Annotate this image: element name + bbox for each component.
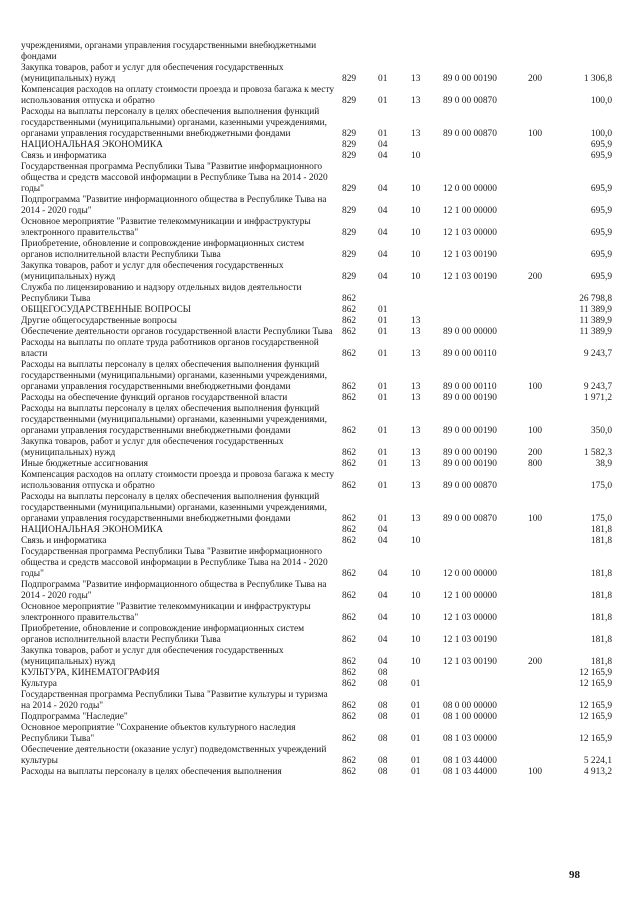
row-expense-type (528, 679, 562, 690)
row-section: 04 (378, 206, 388, 216)
row-expense-type: 100 (528, 382, 543, 392)
row-grbs: 829 (342, 129, 357, 139)
row-amount: 695,9 (590, 272, 612, 282)
row-name: Служба по лицензированию и надзору отдельных видов деятельности Республики Тыва (21, 283, 302, 304)
row-amount: 1 971,2 (583, 393, 612, 403)
row-target-article: 89 0 00 00870 (443, 514, 497, 524)
row-expense-type (528, 393, 562, 404)
table-row (21, 63, 612, 85)
row-grbs: 862 (342, 382, 357, 392)
row-amount: 175,0 (590, 514, 612, 524)
row-expense-type (528, 316, 562, 327)
row-amount: 11 389,9 (579, 305, 612, 315)
row-section (378, 41, 411, 63)
row-amount: 100,0 (590, 96, 612, 106)
row-subsection: 10 (411, 657, 421, 667)
row-grbs: 862 (342, 294, 357, 304)
row-subsection: 01 (411, 734, 421, 744)
row-name: Основное мероприятие "Развитие телекоммуникации и инфраструктуры электронного правительства" (21, 217, 311, 238)
row-amount: 181,8 (590, 657, 612, 667)
row-expense-type (528, 338, 562, 360)
row-grbs: 862 (342, 767, 357, 777)
row-grbs: 862 (342, 657, 357, 667)
row-section: 01 (378, 459, 388, 469)
row-subsection (411, 525, 443, 536)
row-name: НАЦИОНАЛЬНАЯ ЭКОНОМИКА (21, 140, 163, 150)
table-row (21, 437, 612, 459)
row-grbs: 862 (342, 459, 357, 469)
row-name: Компенсация расходов на оплату стоимости проезда и провоза багажа к месту использования отпуска и обратно (21, 85, 335, 106)
row-grbs: 862 (342, 305, 357, 315)
row-expense-type (528, 217, 562, 239)
row-amount: 1 582,3 (583, 448, 612, 458)
row-subsection: 01 (411, 701, 421, 711)
row-amount: 38,9 (595, 459, 612, 469)
table-row (21, 305, 612, 316)
row-amount: 11 389,9 (579, 316, 612, 326)
row-name: Приобретение, обновление и сопровождение информационных систем органов исполнительной власти Республики Тыва (21, 239, 305, 260)
table-row (21, 283, 612, 305)
row-expense-type: 100 (528, 767, 543, 777)
row-expense-type (528, 305, 562, 316)
row-expense-type: 800 (528, 459, 543, 469)
table-row (21, 745, 612, 767)
row-name: Основное мероприятие "Сохранение объектов культурного наследия Республики Тыва" (21, 723, 296, 744)
row-target-article: 08 1 00 00000 (443, 712, 497, 722)
row-grbs: 829 (342, 140, 357, 150)
row-subsection: 10 (411, 151, 421, 161)
row-expense-type (528, 239, 562, 261)
table-row (21, 646, 612, 668)
row-section: 01 (378, 316, 388, 326)
row-target-article (443, 305, 528, 316)
row-name: КУЛЬТУРА, КИНЕМАТОГРАФИЯ (21, 668, 160, 678)
row-amount: 12 165,9 (579, 734, 612, 744)
row-name: Расходы на выплаты персоналу в целях обеспечения выполнения (21, 767, 282, 777)
row-subsection: 01 (411, 712, 421, 722)
row-name: Обеспечение деятельности (оказание услуг) подведомственных учреждений культуры (21, 745, 327, 766)
row-grbs: 862 (342, 701, 357, 711)
row-name: Обеспечение деятельности органов государственной власти Республики Тыва (21, 327, 333, 337)
row-target-article: 89 0 00 00190 (443, 448, 497, 458)
row-expense-type (528, 151, 562, 162)
row-name: Основное мероприятие "Развитие телекоммуникации и инфраструктуры электронного правительства" (21, 602, 311, 623)
row-name: Компенсация расходов на оплату стоимости проезда и провоза багажа к месту использования отпуска и обратно (21, 470, 335, 491)
row-amount: 350,0 (590, 426, 612, 436)
row-target-article: 89 0 00 00190 (443, 393, 497, 403)
table-row (21, 602, 612, 624)
row-amount: 181,8 (590, 591, 612, 601)
row-amount: 695,9 (590, 228, 612, 238)
row-expense-type (528, 547, 562, 580)
row-section: 01 (378, 514, 388, 524)
row-grbs: 862 (342, 426, 357, 436)
row-subsection: 13 (411, 481, 421, 491)
row-grbs: 829 (342, 250, 357, 260)
table-row (21, 723, 612, 745)
row-expense-type (528, 723, 562, 745)
row-subsection (411, 668, 443, 679)
row-target-article (443, 151, 528, 162)
table-row (21, 767, 612, 778)
row-grbs: 862 (342, 635, 357, 645)
row-target-article (443, 140, 528, 151)
row-name: Другие общегосударственные вопросы (21, 316, 177, 326)
row-amount: 100,0 (590, 129, 612, 139)
row-subsection: 10 (411, 569, 421, 579)
row-name: Государственная программа Республики Тыва "Развитие культуры и туризма на 2014 - 2020 годы" (21, 690, 328, 711)
row-expense-type (528, 536, 562, 547)
row-section: 08 (378, 734, 388, 744)
table-row (21, 107, 612, 140)
row-subsection: 10 (411, 206, 421, 216)
row-grbs: 829 (342, 96, 357, 106)
row-amount: 1 306,8 (583, 74, 612, 84)
row-target-article: 89 0 00 00190 (443, 74, 497, 84)
row-grbs: 862 (342, 536, 357, 546)
row-target-article (443, 525, 528, 536)
row-subsection: 13 (411, 316, 421, 326)
row-name: Государственная программа Республики Тыва "Развитие информационного общества и средств массовой информации в Республике Тыва на 2014 - 2020 годы" (21, 547, 328, 579)
row-expense-type (528, 602, 562, 624)
row-expense-type: 200 (528, 272, 543, 282)
row-name: Расходы на выплаты персоналу в целях обеспечения выполнения функций государственными (муниципальными) органами, казенными учреждениями, органами управления государственными внебюджетными фондами (21, 360, 328, 392)
row-subsection: 13 (411, 459, 421, 469)
row-target-article (443, 283, 528, 305)
page-number: 98 (569, 869, 580, 881)
table-row (21, 470, 612, 492)
row-target-article: 89 0 00 00000 (443, 327, 497, 337)
row-amount: 695,9 (590, 184, 612, 194)
row-name: Иные бюджетные ассигнования (21, 459, 148, 469)
row-section: 01 (378, 382, 388, 392)
table-row (21, 690, 612, 712)
table-row (21, 327, 612, 338)
row-target-article: 89 0 00 00870 (443, 481, 497, 491)
row-subsection: 10 (411, 228, 421, 238)
row-expense-type: 200 (528, 657, 543, 667)
row-grbs: 862 (342, 569, 357, 579)
row-grbs: 862 (342, 613, 357, 623)
row-subsection: 01 (411, 756, 421, 766)
row-target-article: 89 0 00 00190 (443, 459, 497, 469)
row-target-article: 08 1 03 00000 (443, 734, 497, 744)
row-grbs (342, 41, 378, 63)
row-subsection (411, 283, 443, 305)
row-grbs: 829 (342, 272, 357, 282)
row-target-article: 12 1 03 00190 (443, 657, 497, 667)
row-grbs: 829 (342, 206, 357, 216)
budget-table-body (21, 41, 612, 778)
row-section: 04 (378, 525, 388, 535)
row-target-article: 12 1 03 00190 (443, 250, 497, 260)
row-amount: 12 165,9 (579, 679, 612, 689)
row-target-article (443, 316, 528, 327)
row-section: 04 (378, 591, 388, 601)
row-expense-type (528, 327, 562, 338)
row-name: Приобретение, обновление и сопровождение информационных систем органов исполнительной власти Республики Тыва (21, 624, 305, 645)
row-name: Закупка товаров, работ и услуг для обеспечения государственных (муниципальных) нужд (21, 63, 284, 84)
row-section: 04 (378, 151, 388, 161)
row-subsection: 13 (411, 327, 421, 337)
row-expense-type: 200 (528, 448, 543, 458)
row-amount: 9 243,7 (583, 349, 612, 359)
row-target-article: 89 0 00 00110 (443, 382, 497, 392)
row-name: Расходы на обеспечение функций органов государственной власти (21, 393, 288, 403)
table-row (21, 162, 612, 195)
row-expense-type (528, 283, 562, 305)
row-section: 04 (378, 140, 388, 150)
row-target-article: 08 0 00 00000 (443, 701, 497, 711)
row-expense-type: 200 (528, 74, 543, 84)
row-amount: 695,9 (590, 140, 612, 150)
table-row (21, 217, 612, 239)
row-subsection: 13 (411, 382, 421, 392)
table-row (21, 393, 612, 404)
row-amount: 181,8 (590, 525, 612, 535)
row-subsection (411, 41, 443, 63)
row-grbs: 862 (342, 734, 357, 744)
row-target-article: 12 1 03 00000 (443, 228, 497, 238)
row-amount (562, 41, 612, 63)
row-section: 04 (378, 657, 388, 667)
row-section (378, 283, 411, 305)
row-section: 04 (378, 272, 388, 282)
row-section: 01 (378, 74, 388, 84)
row-name: Расходы на выплаты персоналу в целях обеспечения выполнения функций государственными (муниципальными) органами, казенными учреждениями, органами управления государственными внебюджетными фондами (21, 107, 328, 139)
row-subsection: 13 (411, 426, 421, 436)
row-amount: 181,8 (590, 536, 612, 546)
row-expense-type (528, 470, 562, 492)
row-section: 04 (378, 613, 388, 623)
row-name: ОБЩЕГОСУДАРСТВЕННЫЕ ВОПРОСЫ (21, 305, 191, 315)
row-grbs: 829 (342, 184, 357, 194)
row-subsection: 10 (411, 635, 421, 645)
table-row (21, 151, 612, 162)
row-target-article: 89 0 00 00190 (443, 426, 497, 436)
row-expense-type (528, 712, 562, 723)
row-expense-type (528, 580, 562, 602)
row-amount: 26 798,8 (579, 294, 612, 304)
row-expense-type (528, 195, 562, 217)
row-target-article: 12 1 03 00000 (443, 613, 497, 623)
row-section: 04 (378, 228, 388, 238)
row-expense-type: 100 (528, 426, 543, 436)
row-amount: 9 243,7 (583, 382, 612, 392)
row-name: Подпрограмма "Развитие информационного общества в Республике Тыва на 2014 - 2020 годы" (21, 580, 327, 601)
row-target-article: 12 0 00 00000 (443, 569, 497, 579)
row-subsection: 13 (411, 96, 421, 106)
table-row (21, 525, 612, 536)
row-expense-type (528, 162, 562, 195)
row-target-article (443, 668, 528, 679)
row-expense-type (528, 745, 562, 767)
row-section: 08 (378, 756, 388, 766)
row-grbs: 862 (342, 393, 357, 403)
table-row (21, 239, 612, 261)
row-section: 04 (378, 536, 388, 546)
row-grbs: 862 (342, 525, 357, 535)
row-section: 01 (378, 305, 388, 315)
row-target-article: 12 1 03 00190 (443, 635, 497, 645)
table-row (21, 85, 612, 107)
row-grbs: 862 (342, 349, 357, 359)
row-subsection: 13 (411, 129, 421, 139)
row-target-article: 89 0 00 00870 (443, 129, 497, 139)
row-section: 04 (378, 635, 388, 645)
row-expense-type (528, 525, 562, 536)
row-amount: 12 165,9 (579, 668, 612, 678)
table-row (21, 41, 612, 63)
table-row (21, 261, 612, 283)
row-amount: 12 165,9 (579, 701, 612, 711)
table-row (21, 668, 612, 679)
row-subsection: 10 (411, 591, 421, 601)
row-section: 01 (378, 426, 388, 436)
row-grbs: 862 (342, 514, 357, 524)
row-name: Расходы на выплаты персоналу в целях обеспечения выполнения функций государственными (муниципальными) органами, казенными учреждениями, органами управления государственными внебюджетными фондами (21, 492, 328, 524)
row-subsection: 10 (411, 184, 421, 194)
row-subsection (411, 140, 443, 151)
row-name: Закупка товаров, работ и услуг для обеспечения государственных (муниципальных) нужд (21, 646, 284, 667)
row-amount: 12 165,9 (579, 712, 612, 722)
row-target-article: 89 0 00 00870 (443, 96, 497, 106)
table-row (21, 140, 612, 151)
row-grbs: 862 (342, 448, 357, 458)
row-amount: 181,8 (590, 569, 612, 579)
row-section: 01 (378, 129, 388, 139)
row-name: Подпрограмма "Наследие" (21, 712, 128, 722)
row-section: 08 (378, 668, 388, 678)
row-section: 01 (378, 393, 388, 403)
row-name: учреждениями, органами управления государственными внебюджетными фондами (21, 41, 317, 62)
row-section: 08 (378, 712, 388, 722)
row-target-article (443, 41, 528, 63)
table-row (21, 547, 612, 580)
row-grbs: 862 (342, 756, 357, 766)
row-name: Культура (21, 679, 57, 689)
row-section: 01 (378, 349, 388, 359)
row-target-article: 12 1 03 00190 (443, 272, 497, 282)
row-amount: 695,9 (590, 250, 612, 260)
row-target-article: 08 1 03 44000 (443, 756, 497, 766)
row-grbs: 862 (342, 327, 357, 337)
row-grbs: 862 (342, 668, 357, 678)
row-target-article: 89 0 00 00110 (443, 349, 497, 359)
row-section: 04 (378, 569, 388, 579)
row-subsection: 10 (411, 536, 421, 546)
table-row (21, 679, 612, 690)
row-target-article: 08 1 03 44000 (443, 767, 497, 777)
row-section: 01 (378, 327, 388, 337)
row-expense-type (528, 140, 562, 151)
row-section: 08 (378, 767, 388, 777)
row-grbs: 862 (342, 481, 357, 491)
row-name: НАЦИОНАЛЬНАЯ ЭКОНОМИКА (21, 525, 163, 535)
row-grbs: 829 (342, 74, 357, 84)
row-expense-type (528, 624, 562, 646)
table-row (21, 459, 612, 470)
row-amount: 695,9 (590, 151, 612, 161)
table-row (21, 712, 612, 723)
row-subsection: 01 (411, 767, 421, 777)
row-expense-type (528, 668, 562, 679)
row-expense-type (528, 690, 562, 712)
row-grbs: 862 (342, 316, 357, 326)
row-name: Государственная программа Республики Тыва "Развитие информационного общества и средств массовой информации в Республике Тыва на 2014 - 2020 годы" (21, 162, 328, 194)
budget-table (21, 41, 612, 778)
table-row (21, 360, 612, 393)
row-name: Связь и информатика (21, 151, 107, 161)
row-subsection: 13 (411, 448, 421, 458)
table-row (21, 316, 612, 327)
row-section: 08 (378, 679, 388, 689)
row-grbs: 862 (342, 712, 357, 722)
row-name: Расходы на выплаты по оплате труда работников органов государственной власти (21, 338, 319, 359)
row-subsection: 13 (411, 514, 421, 524)
row-expense-type (528, 85, 562, 107)
row-amount: 4 913,2 (583, 767, 612, 777)
table-row (21, 492, 612, 525)
row-section: 01 (378, 96, 388, 106)
row-amount: 181,8 (590, 635, 612, 645)
row-subsection (411, 305, 443, 316)
row-amount: 5 224,1 (583, 756, 612, 766)
row-subsection: 10 (411, 272, 421, 282)
row-name: Закупка товаров, работ и услуг для обеспечения государственных (муниципальных) нужд (21, 437, 284, 458)
row-subsection: 13 (411, 349, 421, 359)
row-subsection: 01 (411, 679, 421, 689)
row-grbs: 862 (342, 591, 357, 601)
row-subsection: 10 (411, 250, 421, 260)
row-amount: 695,9 (590, 206, 612, 216)
row-subsection: 10 (411, 613, 421, 623)
table-row (21, 338, 612, 360)
row-section: 04 (378, 184, 388, 194)
row-amount: 175,0 (590, 481, 612, 491)
table-row (21, 624, 612, 646)
row-name: Связь и информатика (21, 536, 107, 546)
row-section: 04 (378, 250, 388, 260)
row-expense-type: 100 (528, 514, 543, 524)
row-grbs: 829 (342, 228, 357, 238)
row-grbs: 829 (342, 151, 357, 161)
row-target-article: 12 0 00 00000 (443, 184, 497, 194)
row-name: Расходы на выплаты персоналу в целях обеспечения выполнения функций государственными (муниципальными) органами, казенными учреждениями, органами управления государственными внебюджетными фондами (21, 404, 328, 436)
row-section: 01 (378, 481, 388, 491)
row-target-article (443, 679, 528, 690)
row-expense-type: 100 (528, 129, 543, 139)
row-subsection: 13 (411, 74, 421, 84)
row-target-article: 12 1 00 00000 (443, 591, 497, 601)
row-expense-type (528, 41, 562, 63)
row-amount: 11 389,9 (579, 327, 612, 337)
row-section: 08 (378, 701, 388, 711)
table-row (21, 404, 612, 437)
table-row (21, 580, 612, 602)
row-amount: 181,8 (590, 613, 612, 623)
row-name: Закупка товаров, работ и услуг для обеспечения государственных (муниципальных) нужд (21, 261, 284, 282)
row-grbs: 862 (342, 679, 357, 689)
table-row (21, 195, 612, 217)
row-target-article: 12 1 00 00000 (443, 206, 497, 216)
row-subsection: 13 (411, 393, 421, 403)
row-section: 01 (378, 448, 388, 458)
row-name: Подпрограмма "Развитие информационного общества в Республике Тыва на 2014 - 2020 годы" (21, 195, 327, 216)
table-row (21, 536, 612, 547)
row-target-article (443, 536, 528, 547)
